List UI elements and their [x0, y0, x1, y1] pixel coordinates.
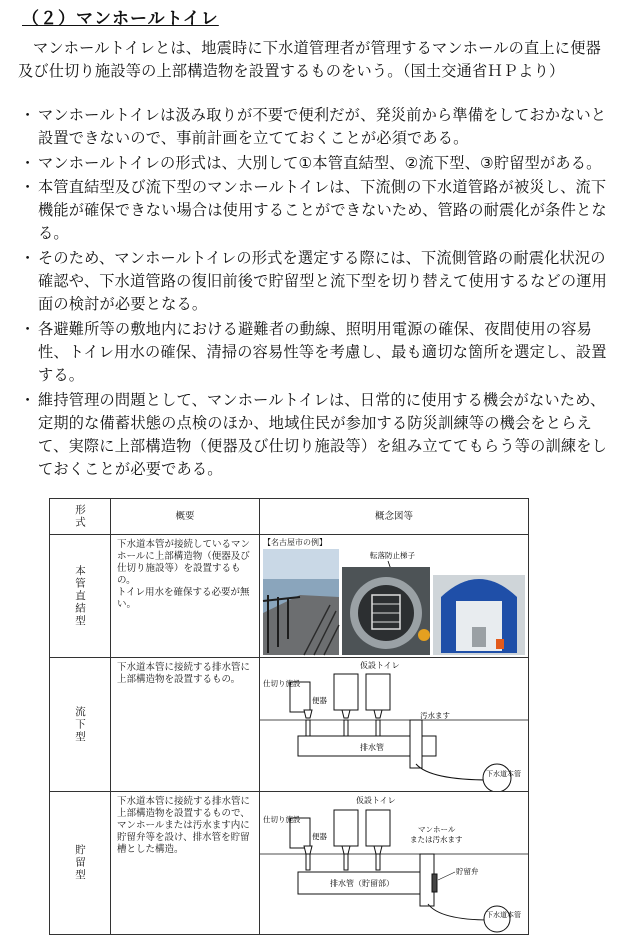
list-item — [18, 104, 613, 151]
figure-caption: 【名古屋市の例】 — [263, 538, 327, 547]
header-figure: 概念図等 — [260, 499, 529, 535]
table-row — [50, 535, 529, 658]
svg-text:または汚水ます: または汚水ます — [410, 835, 463, 844]
svg-text:仕切り施設: 仕切り施設 — [263, 815, 301, 824]
list-item — [18, 152, 613, 175]
list-item — [18, 176, 613, 246]
row-overview: 下水道本管に接続する排水管に上部構造物を設置するもので、マンホールまたは汚水ます内に貯留弁等を設け、排水管を貯留槽とした構造。 — [111, 792, 260, 935]
svg-text:下水道本管: 下水道本管 — [486, 770, 521, 778]
section-heading: （２）マンホールトイレ — [22, 9, 219, 29]
bullet-mark: ・ — [20, 319, 36, 338]
direct-figure — [260, 535, 529, 658]
bullet-mark: ・ — [20, 390, 36, 409]
bullet-mark: ・ — [20, 177, 36, 196]
svg-text:便器: 便器 — [312, 696, 327, 705]
flow-diagram — [260, 658, 528, 791]
bullet-text: 各避難所等の敷地内における避難者の動線、照明用電源の確保、夜間使用の容易性、トイレ用水の確保、清掃の容易性等を考慮し、最も適切な箇所を選定し、設置する。 — [38, 319, 607, 385]
bullet-mark: ・ — [20, 248, 36, 267]
storage-diagram — [260, 792, 528, 934]
header-overview: 概要 — [111, 499, 260, 535]
bullet-list — [18, 104, 613, 483]
bullet-text: そのため、マンホールトイレの形式を選定する際には、下流側管路の耐震化状況の確認や、下水道管路の復旧前後で貯留型と流下型を切り替えて使用するなどの運用面の検討が必要となる。 — [38, 248, 608, 314]
table-row — [50, 658, 529, 792]
street-photo — [263, 549, 339, 655]
bullet-text: マンホールトイレの形式は、大別して①本管直結型、②流下型、③貯留型がある。 — [38, 153, 602, 172]
table-row — [50, 792, 529, 935]
bullet-text: マンホールトイレは汲み取りが不要で便利だが、発災前から準備をしておかないと設置できないので、事前計画を立てておくことが必須である。 — [38, 106, 607, 148]
header-type: 形式 — [50, 499, 111, 535]
svg-text:貯留弁: 貯留弁 — [456, 867, 479, 876]
photos — [260, 535, 528, 658]
row-type-direct: 本管直結型 — [50, 535, 111, 658]
bullet-mark: ・ — [20, 153, 36, 172]
svg-text:仕切り施設: 仕切り施設 — [263, 679, 301, 688]
ladder-label: 転落防止梯子 — [370, 551, 415, 560]
svg-text:仮設トイレ: 仮設トイレ — [360, 661, 400, 670]
svg-text:下水道本管: 下水道本管 — [486, 911, 521, 919]
tent-photo — [433, 575, 525, 655]
svg-text:排水管（貯留部）: 排水管（貯留部） — [330, 879, 394, 888]
toilet-type-table — [49, 498, 529, 935]
row-type-flow: 流下型 — [50, 658, 111, 792]
svg-text:マンホール: マンホール — [418, 825, 456, 834]
bullet-text: 維持管理の問題として、マンホールトイレは、日常的に使用する機会がないため、定期的な備蓄状態の点検のほか、地域住民が参加する防災訓練等の機会をとらえて、実際に上部構造物（便器及び仕切り施設等）を組み立ててもらう等の訓練をしておくことが必要である。 — [38, 390, 608, 479]
row-overview: 下水道本管が接続しているマンホールに上部構造物（便器及び仕切り施設等）を設置するもの。 トイレ用水を確保する必要が無い。 — [111, 535, 260, 658]
svg-text:仮設トイレ: 仮設トイレ — [356, 796, 396, 805]
list-item — [18, 389, 613, 482]
storage-figure — [260, 792, 529, 935]
bullet-mark: ・ — [20, 106, 36, 124]
manhole-photo — [342, 567, 430, 655]
row-type-storage: 貯留型 — [50, 792, 111, 935]
flow-figure — [260, 658, 529, 792]
svg-text:便器: 便器 — [312, 832, 327, 841]
row-overview: 下水道本管に接続する排水管に上部構造物を設置するもの。 — [111, 658, 260, 792]
list-item — [18, 247, 613, 317]
bullet-text: 本管直結型及び流下型のマンホールトイレは、下流側の下水道管路が被災し、流下機能が確保できない場合は使用することができないため、管路の耐震化が条件となる。 — [38, 177, 607, 243]
intro-paragraph: マンホールトイレとは、地震時に下水道管理者が管理するマンホールの直上に便器及び仕切り施設等の上部構造物を設置するものをいう。（国土交通省ＨＰより） — [18, 39, 601, 80]
svg-text:排水管: 排水管 — [360, 743, 384, 752]
list-item — [18, 318, 613, 388]
svg-text:汚水ます: 汚水ます — [420, 711, 450, 720]
